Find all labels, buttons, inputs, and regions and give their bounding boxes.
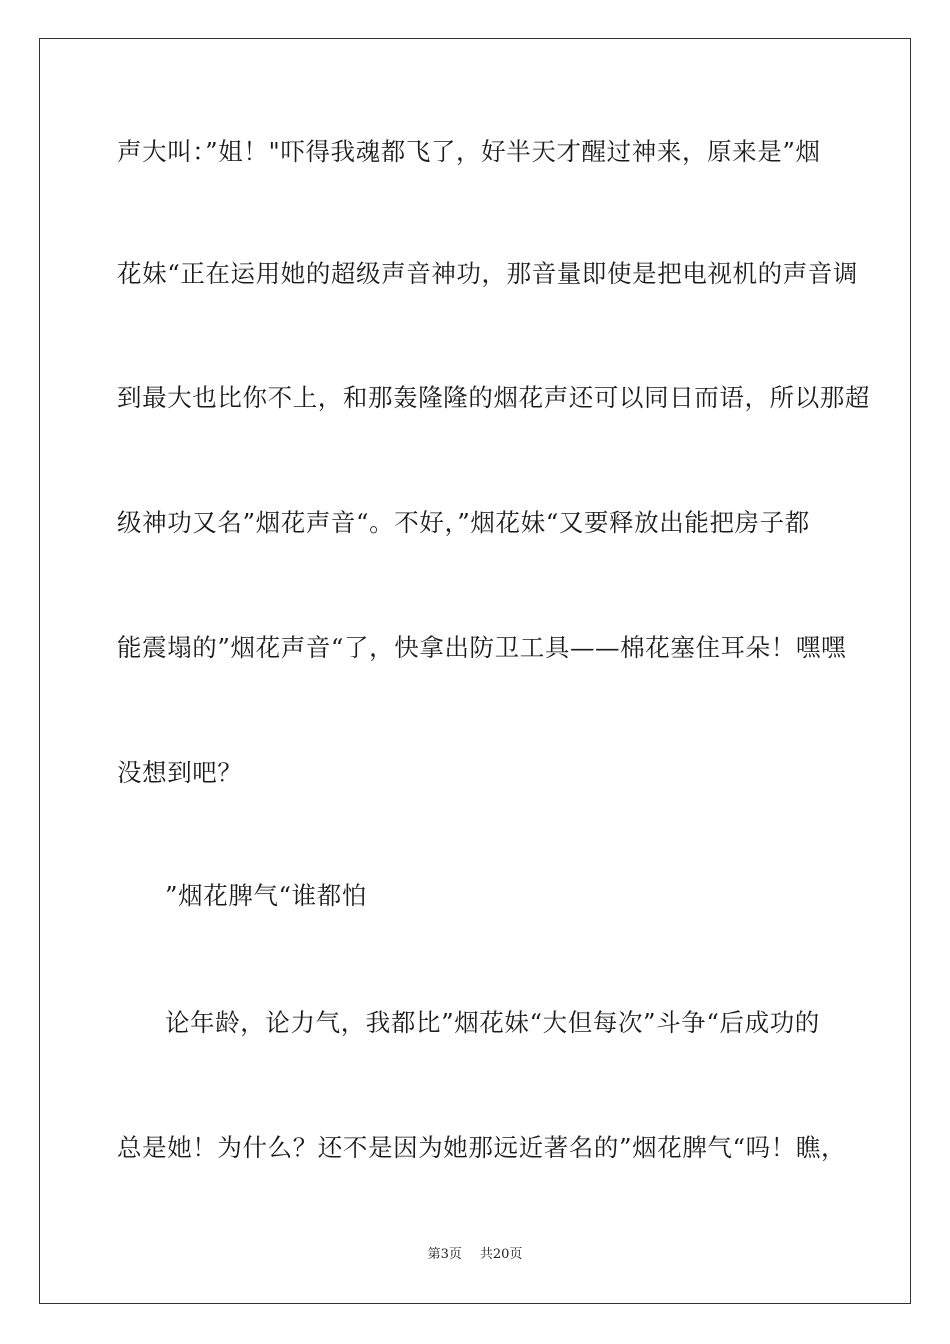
page-footer <box>0 1246 950 1264</box>
paragraph-line: 没想到吧？ <box>117 758 243 787</box>
paragraph-line: 花妹“正在运用她的超级声音神功，那音量即使是把电视机的声音调 <box>117 259 859 288</box>
page-border <box>39 38 911 1304</box>
paragraph-line: 声大叫：”姐！"吓得我魂都飞了，好半天才醒过神来，原来是”烟 <box>117 137 821 166</box>
page-number: 第3页 <box>427 1247 462 1262</box>
paragraph-line: 论年龄，论力气，我都比”烟花妹“大但每次”斗争“后成功的 <box>165 1008 820 1037</box>
paragraph-line: 能震塌的”烟花声音“了，快拿出防卫工具——棉花塞住耳朵！嘿嘿 <box>117 633 847 662</box>
section-heading: ”烟花脾气“谁都怕 <box>165 881 367 910</box>
paragraph-line: 到最大也比你不上，和那轰隆隆的烟花声还可以同日而语，所以那超 <box>117 383 870 412</box>
paragraph-line: 总是她！为什么？还不是因为她那远近著名的”烟花脾气“吗！瞧， <box>117 1133 847 1162</box>
paragraph-line: 级神功又名”烟花声音“。不好，”烟花妹“又要释放出能把房子都 <box>117 508 810 537</box>
page-total: 共20页 <box>479 1247 523 1262</box>
